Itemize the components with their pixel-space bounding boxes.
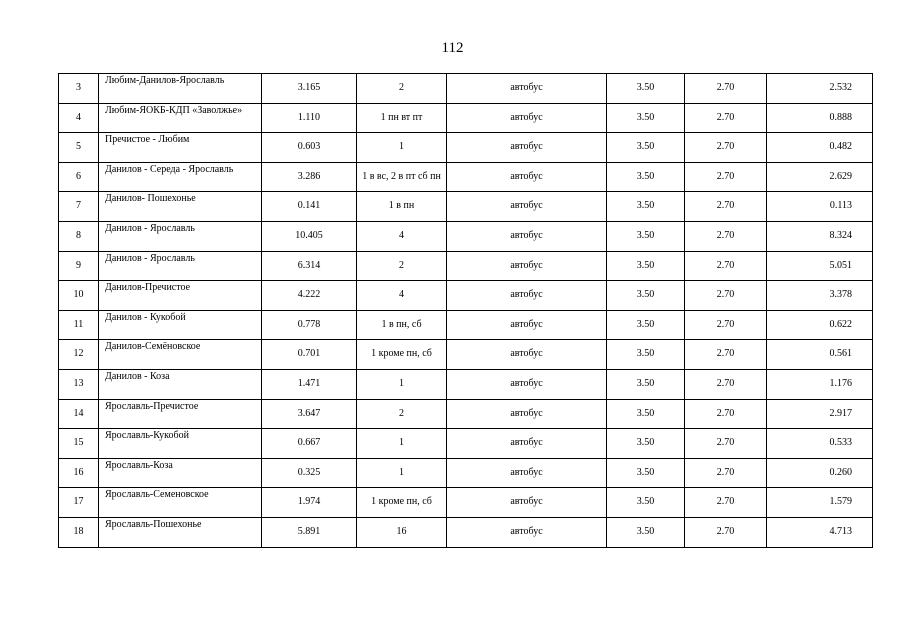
rate-cell: 3.50 — [607, 458, 685, 488]
rate-cell: 3.50 — [607, 517, 685, 547]
row-number-cell: 10 — [59, 281, 99, 311]
route-name-cell: Данилов-Семёновское — [99, 340, 262, 370]
table-row — [59, 340, 873, 370]
row-number-cell: 4 — [59, 103, 99, 133]
row-number-cell: 16 — [59, 458, 99, 488]
rate-cell: 2.70 — [685, 517, 767, 547]
trips-cell: 2 — [357, 251, 447, 281]
rate-cell: 3.50 — [607, 251, 685, 281]
route-length-cell: 0.701 — [262, 340, 357, 370]
vehicle-type-cell: автобус — [447, 369, 607, 399]
trips-cell: 4 — [357, 221, 447, 251]
rate-cell: 2.70 — [685, 192, 767, 222]
route-name-cell: Ярославль-Коза — [99, 458, 262, 488]
route-name-cell: Ярославль-Пречистое — [99, 399, 262, 429]
rate-cell: 3.50 — [607, 133, 685, 163]
trips-cell: 4 — [357, 281, 447, 311]
vehicle-type-cell: автобус — [447, 310, 607, 340]
route-name-cell: Пречистое - Любим — [99, 133, 262, 163]
row-number-cell: 11 — [59, 310, 99, 340]
page-number: 112 — [441, 40, 464, 56]
rate-cell: 3.50 — [607, 310, 685, 340]
trips-cell: 1 — [357, 429, 447, 459]
vehicle-type-cell: автобус — [447, 340, 607, 370]
vehicle-type-cell: автобус — [447, 103, 607, 133]
rate-cell: 2.70 — [685, 488, 767, 518]
rate-cell: 3.50 — [607, 488, 685, 518]
table-row — [59, 192, 873, 222]
vehicle-type-cell: автобус — [447, 517, 607, 547]
rate-cell: 2.70 — [685, 340, 767, 370]
vehicle-type-cell: автобус — [447, 251, 607, 281]
vehicle-type-cell: автобус — [447, 458, 607, 488]
vehicle-type-cell: автобус — [447, 281, 607, 311]
row-number-cell: 18 — [59, 517, 99, 547]
route-length-cell: 0.141 — [262, 192, 357, 222]
row-number-cell: 14 — [59, 399, 99, 429]
total-cell: 5.051 — [767, 251, 873, 281]
route-name-cell: Данилов - Ярославль — [99, 251, 262, 281]
route-length-cell: 1.110 — [262, 103, 357, 133]
route-name-cell: Данилов - Кукобой — [99, 310, 262, 340]
route-length-cell: 5.891 — [262, 517, 357, 547]
total-cell: 0.888 — [767, 103, 873, 133]
table-row — [59, 399, 873, 429]
route-name-cell: Ярославль-Кукобой — [99, 429, 262, 459]
trips-cell: 16 — [357, 517, 447, 547]
vehicle-type-cell: автобус — [447, 488, 607, 518]
rate-cell: 2.70 — [685, 399, 767, 429]
row-number-cell: 7 — [59, 192, 99, 222]
trips-cell: 2 — [357, 399, 447, 429]
trips-cell: 1 пн вт пт — [357, 103, 447, 133]
rate-cell: 2.70 — [685, 251, 767, 281]
row-number-cell: 3 — [59, 74, 99, 104]
rate-cell: 2.70 — [685, 133, 767, 163]
route-name-cell: Данилов- Пошехонье — [99, 192, 262, 222]
table-row — [59, 429, 873, 459]
table-row — [59, 369, 873, 399]
rate-cell: 2.70 — [685, 458, 767, 488]
row-number-cell: 8 — [59, 221, 99, 251]
vehicle-type-cell: автобус — [447, 74, 607, 104]
rate-cell: 2.70 — [685, 162, 767, 192]
total-cell: 0.260 — [767, 458, 873, 488]
table-row — [59, 458, 873, 488]
route-length-cell: 0.603 — [262, 133, 357, 163]
rate-cell: 2.70 — [685, 310, 767, 340]
route-name-cell: Данилов - Коза — [99, 369, 262, 399]
route-length-cell: 3.647 — [262, 399, 357, 429]
total-cell: 8.324 — [767, 221, 873, 251]
vehicle-type-cell: автобус — [447, 399, 607, 429]
table-body — [59, 74, 873, 548]
table-row — [59, 251, 873, 281]
route-length-cell: 0.778 — [262, 310, 357, 340]
route-length-cell: 10.405 — [262, 221, 357, 251]
route-name-cell: Данилов - Ярославль — [99, 221, 262, 251]
row-number-cell: 5 — [59, 133, 99, 163]
vehicle-type-cell: автобус — [447, 162, 607, 192]
route-length-cell: 1.974 — [262, 488, 357, 518]
rate-cell: 3.50 — [607, 221, 685, 251]
rate-cell: 3.50 — [607, 340, 685, 370]
route-name-cell: Любим-Данилов-Ярославль — [99, 74, 262, 104]
rate-cell: 2.70 — [685, 74, 767, 104]
total-cell: 4.713 — [767, 517, 873, 547]
vehicle-type-cell: автобус — [447, 192, 607, 222]
table-row — [59, 281, 873, 311]
total-cell: 0.482 — [767, 133, 873, 163]
rate-cell: 3.50 — [607, 281, 685, 311]
row-number-cell: 13 — [59, 369, 99, 399]
route-length-cell: 0.325 — [262, 458, 357, 488]
table-row — [59, 74, 873, 104]
rate-cell: 3.50 — [607, 162, 685, 192]
route-name-cell: Любим-ЯОКБ-КДП «Заволжье» — [99, 103, 262, 133]
route-name-cell: Данилов-Пречистое — [99, 281, 262, 311]
route-name-cell: Данилов - Середа - Ярославль — [99, 162, 262, 192]
route-length-cell: 3.165 — [262, 74, 357, 104]
table-row — [59, 517, 873, 547]
trips-cell: 1 кроме пн, сб — [357, 340, 447, 370]
rate-cell: 3.50 — [607, 399, 685, 429]
route-length-cell: 1.471 — [262, 369, 357, 399]
table-row — [59, 133, 873, 163]
total-cell: 2.532 — [767, 74, 873, 104]
row-number-cell: 15 — [59, 429, 99, 459]
trips-cell: 1 в вс, 2 в пт сб пн — [357, 162, 447, 192]
routes-table — [58, 73, 873, 548]
trips-cell: 1 — [357, 458, 447, 488]
table-row — [59, 488, 873, 518]
total-cell: 1.176 — [767, 369, 873, 399]
total-cell: 0.533 — [767, 429, 873, 459]
table-row — [59, 310, 873, 340]
route-name-cell: Ярославль-Семеновское — [99, 488, 262, 518]
rate-cell: 3.50 — [607, 103, 685, 133]
rate-cell: 2.70 — [685, 221, 767, 251]
route-length-cell: 0.667 — [262, 429, 357, 459]
route-name-cell: Ярославль-Пошехонье — [99, 517, 262, 547]
route-length-cell: 4.222 — [262, 281, 357, 311]
trips-cell: 1 в пн — [357, 192, 447, 222]
table-row — [59, 103, 873, 133]
vehicle-type-cell: автобус — [447, 133, 607, 163]
total-cell: 3.378 — [767, 281, 873, 311]
total-cell: 0.622 — [767, 310, 873, 340]
row-number-cell: 17 — [59, 488, 99, 518]
total-cell: 0.561 — [767, 340, 873, 370]
row-number-cell: 12 — [59, 340, 99, 370]
total-cell: 1.579 — [767, 488, 873, 518]
route-length-cell: 6.314 — [262, 251, 357, 281]
trips-cell: 1 в пн, сб — [357, 310, 447, 340]
total-cell: 2.917 — [767, 399, 873, 429]
vehicle-type-cell: автобус — [447, 429, 607, 459]
rate-cell: 3.50 — [607, 74, 685, 104]
rate-cell: 3.50 — [607, 429, 685, 459]
trips-cell: 2 — [357, 74, 447, 104]
table-row — [59, 162, 873, 192]
rate-cell: 2.70 — [685, 429, 767, 459]
rate-cell: 3.50 — [607, 369, 685, 399]
trips-cell: 1 — [357, 369, 447, 399]
rate-cell: 2.70 — [685, 103, 767, 133]
rate-cell: 2.70 — [685, 369, 767, 399]
trips-cell: 1 кроме пн, сб — [357, 488, 447, 518]
vehicle-type-cell: автобус — [447, 221, 607, 251]
rate-cell: 3.50 — [607, 192, 685, 222]
total-cell: 0.113 — [767, 192, 873, 222]
route-length-cell: 3.286 — [262, 162, 357, 192]
row-number-cell: 9 — [59, 251, 99, 281]
trips-cell: 1 — [357, 133, 447, 163]
rate-cell: 2.70 — [685, 281, 767, 311]
total-cell: 2.629 — [767, 162, 873, 192]
row-number-cell: 6 — [59, 162, 99, 192]
table-row — [59, 221, 873, 251]
